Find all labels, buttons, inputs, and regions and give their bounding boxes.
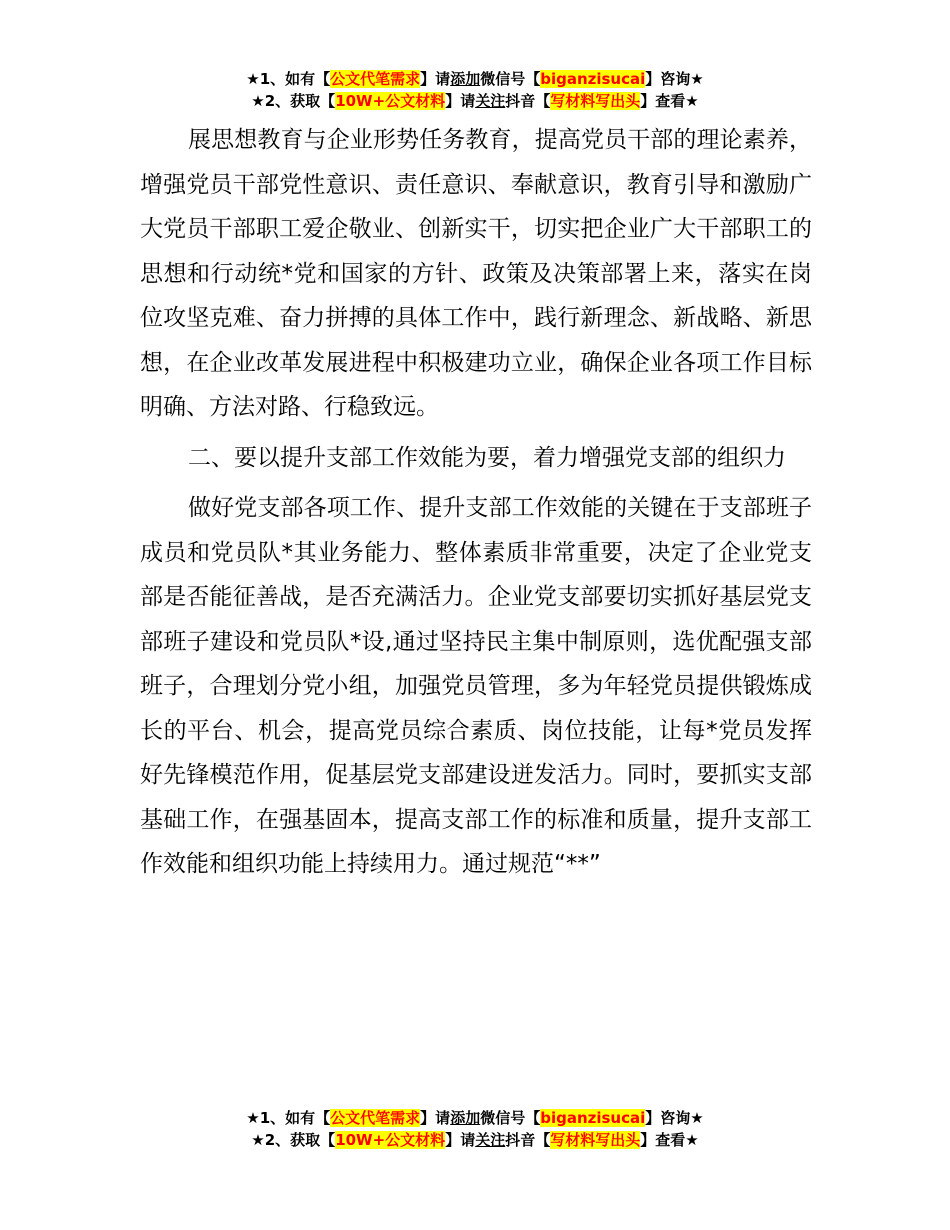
section-heading: 二、要以提升支部工作效能为要，着力增强党支部的组织力 bbox=[188, 444, 786, 471]
banner-text: 】咨询★ bbox=[645, 1109, 704, 1127]
banner-text: 】请 bbox=[420, 70, 451, 88]
header-banner bbox=[0, 68, 950, 112]
highlight-service: 公文代笔需求 bbox=[330, 70, 421, 88]
banner-line-2 bbox=[0, 1129, 950, 1151]
highlight-materials: 10W+公文材料 bbox=[335, 92, 446, 110]
banner-underlined: 添加 bbox=[450, 1109, 481, 1127]
banner-text: 微信号【 bbox=[480, 70, 541, 88]
banner-text: 】请 bbox=[445, 1131, 476, 1149]
banner-line-1 bbox=[0, 68, 950, 90]
banner-text: 】请 bbox=[445, 92, 476, 110]
highlight-materials: 10W+公文材料 bbox=[335, 1131, 446, 1149]
banner-text: 】查看★ bbox=[640, 92, 699, 110]
document-body bbox=[140, 118, 812, 893]
banner-line-1 bbox=[0, 1107, 950, 1129]
banner-text: 】请 bbox=[420, 1109, 451, 1127]
banner-underlined: 关注 bbox=[475, 92, 506, 110]
paragraph: 做好党支部各项工作、提升支部工作效能的关键在于支部班子成员和党员队*其业务能力、整体素质非常重要，决定了企业党支部是否能征善战，是否充满活力。企业党支部要切实抓好基层党支部班子建设和党员队*设,通过坚持民主集中制原则，选优配强支部班子，合理划分党小组，加强党员管理，多为年轻党员提供锻炼成长的平台、机会，提高党员综合素质、岗位技能，让每*党员发挥好先锋模范作用，促基层党支部建设迸发活力。同时，要抓实支部基础工作，在强基固本，提高支部工作的标准和质量，提升支部工作效能和组织功能上持续用力。通过规范“**” bbox=[140, 495, 812, 877]
highlight-douyin-account: 写材料写出头 bbox=[550, 1131, 641, 1149]
banner-text: 】咨询★ bbox=[645, 70, 704, 88]
banner-text: 抖音【 bbox=[505, 92, 551, 110]
banner-text: ★1、如有【 bbox=[246, 1109, 331, 1127]
banner-text: 】查看★ bbox=[640, 1131, 699, 1149]
footer-banner bbox=[0, 1107, 950, 1151]
paragraph: 展思想教育与企业形势任务教育，提高党员干部的理论素养，增强党员干部党性意识、责任意识、奉献意识，教育引导和激励广大党员干部职工爱企敬业、创新实干，切实把企业广大干部职工的思想和行动统*党和国家的方针、政策及决策部署上来，落实在岗位攻坚克难、奋力拼搏的具体工作中，践行新理念、新战略、新思想，在企业改革发展进程中积极建功立业，确保企业各项工作目标明确、方法对路、行稳致远。 bbox=[140, 127, 812, 420]
banner-underlined: 添加 bbox=[450, 70, 481, 88]
highlight-wechat-id: biganzisucai bbox=[540, 1109, 646, 1127]
highlight-douyin-account: 写材料写出头 bbox=[550, 92, 641, 110]
banner-text: 微信号【 bbox=[480, 1109, 541, 1127]
banner-text: 抖音【 bbox=[505, 1131, 551, 1149]
banner-underlined: 关注 bbox=[475, 1131, 506, 1149]
banner-text: ★2、获取【 bbox=[251, 92, 336, 110]
banner-text: ★1、如有【 bbox=[246, 70, 331, 88]
highlight-service: 公文代笔需求 bbox=[330, 1109, 421, 1127]
highlight-wechat-id: biganzisucai bbox=[540, 70, 646, 88]
banner-line-2 bbox=[0, 90, 950, 112]
banner-text: ★2、获取【 bbox=[251, 1131, 336, 1149]
